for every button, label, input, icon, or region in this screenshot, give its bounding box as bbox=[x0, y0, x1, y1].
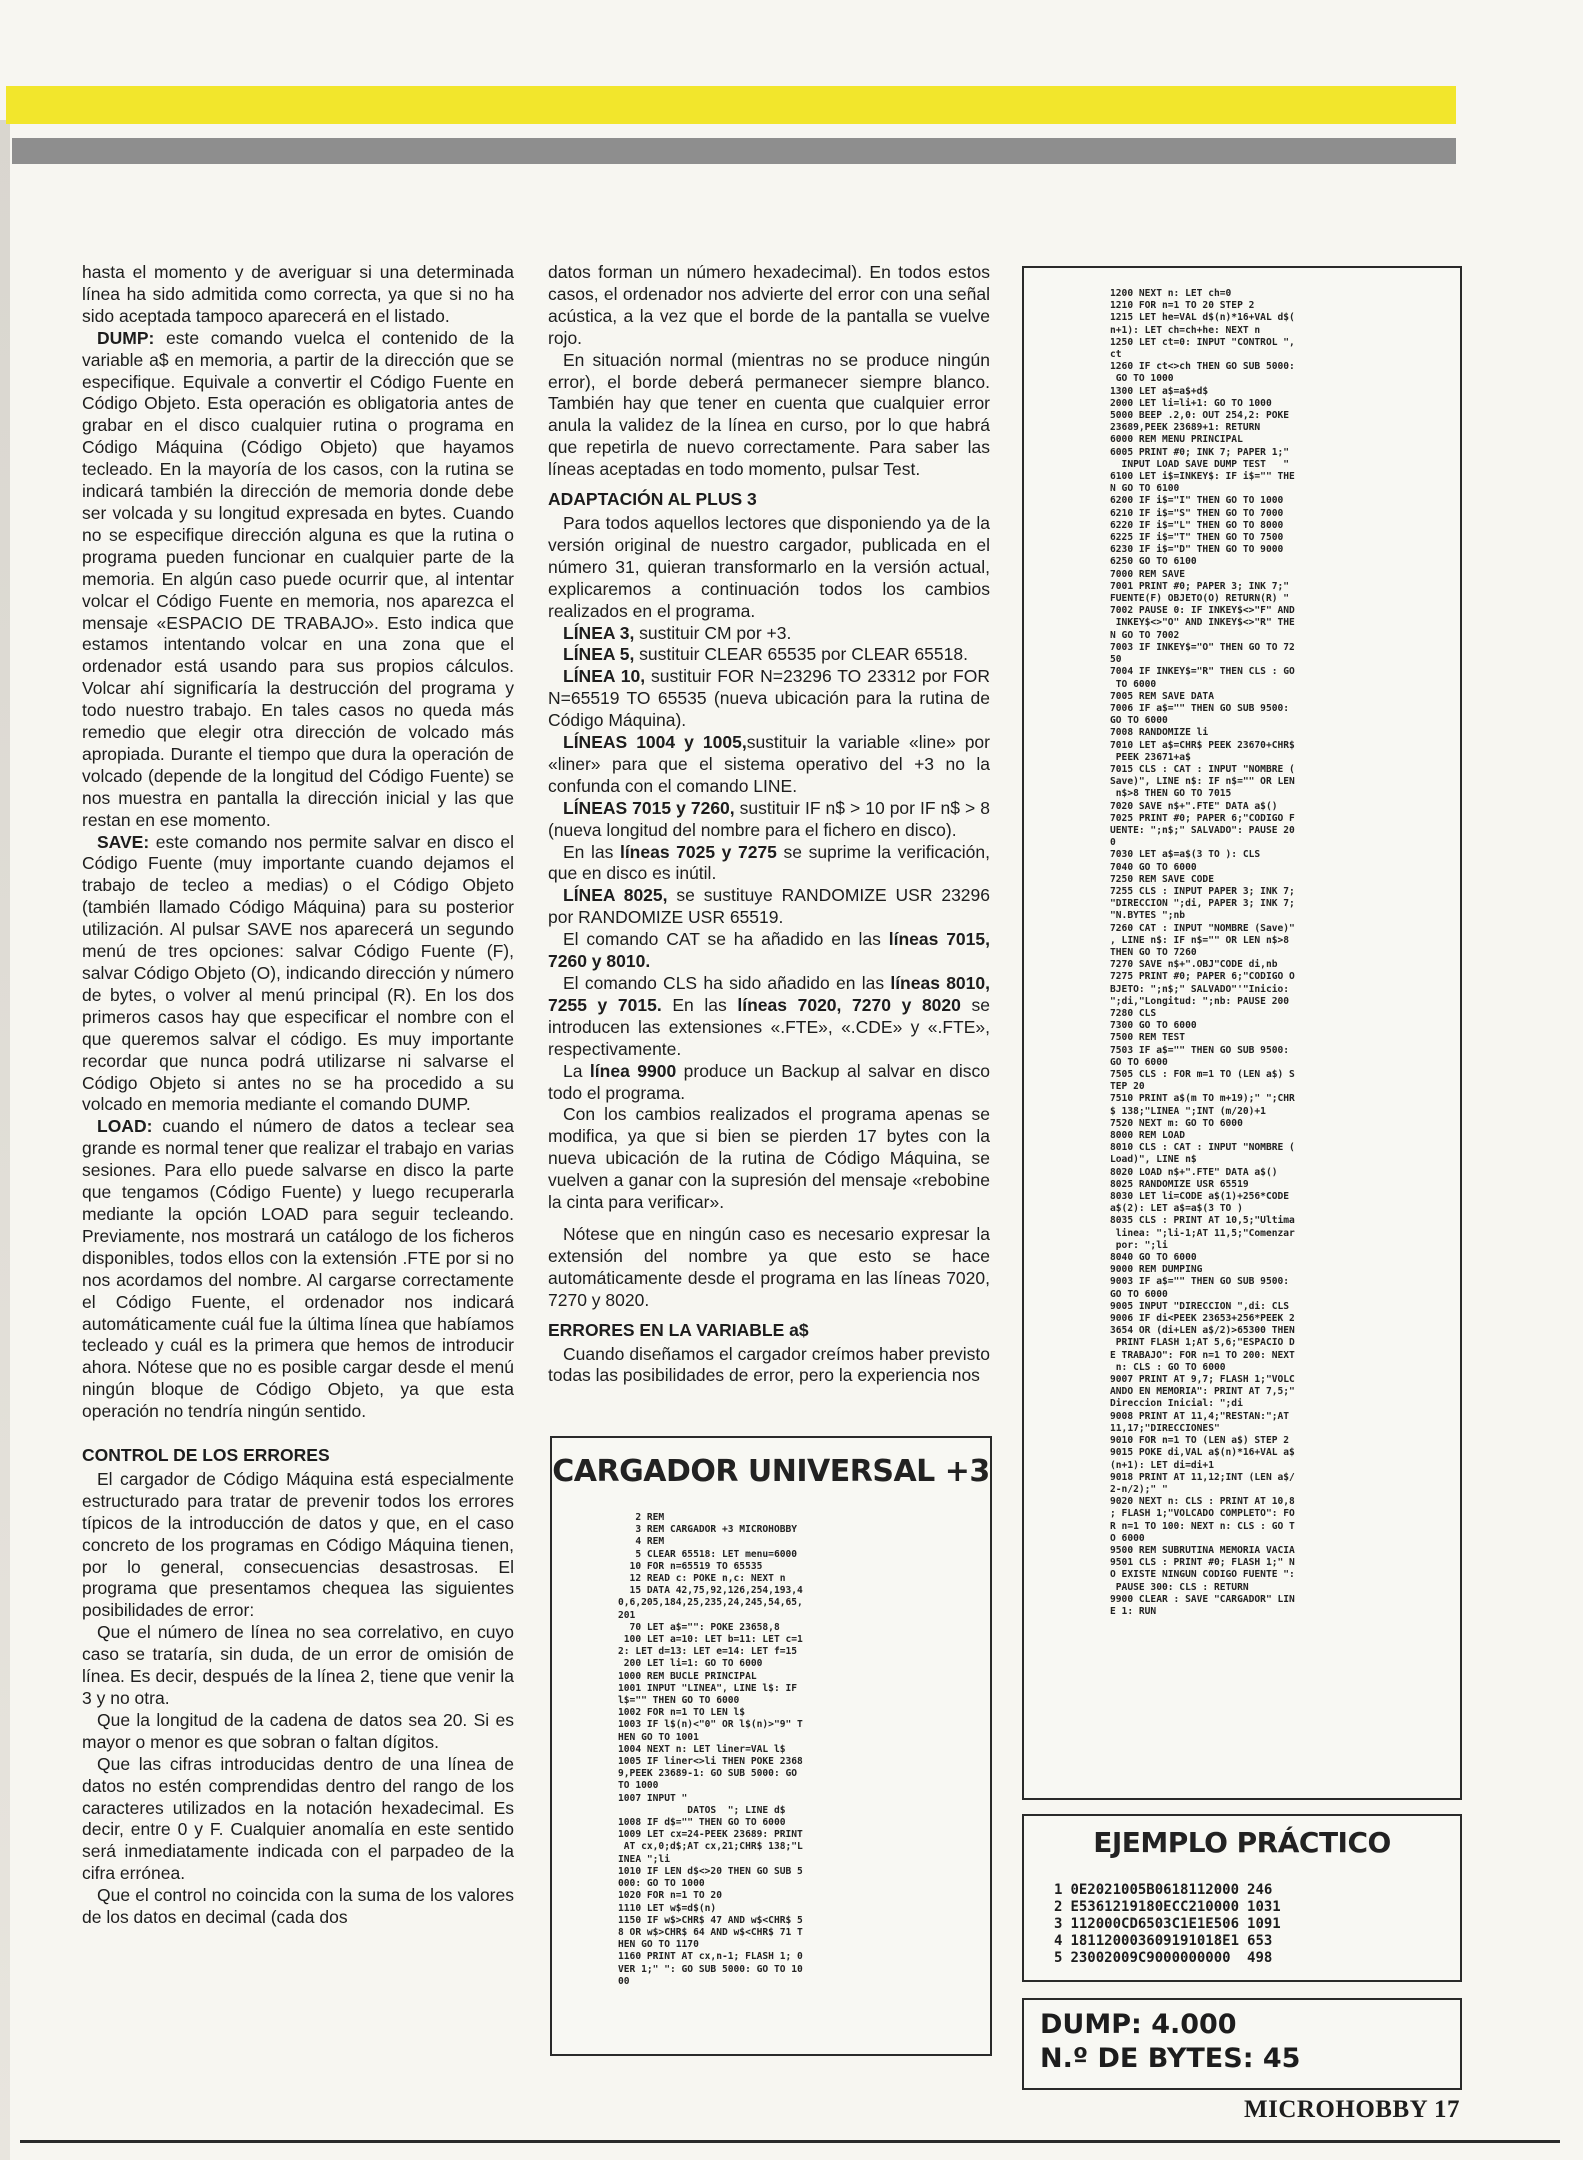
table-row bbox=[1054, 1882, 1289, 1899]
line-label: líneas 8010, 7255 y 7015. bbox=[548, 973, 990, 1015]
table-row bbox=[1054, 1899, 1289, 1916]
line-label: líneas 7015, 7260 y 8010. bbox=[548, 929, 990, 972]
paragraph-text: sustituir CLEAR 65535 por CLEAR 65518. bbox=[634, 644, 968, 665]
paragraph: Nótese que en ningún caso es necesario expresar la extensión del nombre ya que esto se hace automáticamente desde el programa en las líneas 7020, 7270 y 8020. bbox=[548, 1223, 990, 1310]
line-label: LÍNEA 3, bbox=[563, 622, 635, 643]
table-row bbox=[1054, 1916, 1289, 1933]
paragraph-text: La bbox=[563, 1060, 590, 1081]
hex-data: 112000CD6503C1E1E506 bbox=[1070, 1916, 1240, 1932]
paragraph-lineas-7025 bbox=[548, 842, 990, 886]
section-heading-control-errores: CONTROL DE LOS ERRORES bbox=[82, 1445, 330, 1466]
term-label: SAVE: bbox=[97, 831, 150, 852]
line-number: 5 bbox=[1054, 1950, 1063, 1966]
line-label: LÍNEA 10, bbox=[563, 666, 646, 687]
hex-data: 181120003609191018E1 bbox=[1070, 1933, 1240, 1949]
table-row bbox=[1054, 1933, 1289, 1950]
line-label: LÍNEA 5, bbox=[563, 644, 635, 665]
paragraph: Que el control no coincida con la suma de los valores de los datos en decimal (cada dos bbox=[82, 1885, 514, 1928]
basic-listing-main: 1200 NEXT n: LET ch=0 1210 FOR n=1 TO 20 STEP 2 1215 LET he=VAL d$(n)*16+VAL d$( n+1): LET ch=ch+he: NEXT n 1250 LET ct=0: INPUT "CONTROL ", ct 1260 IF ct<>ch THEN GO SUB 5000: GO TO 1000 1300 LET a$=a$+d$ 2000 LET li=li+1: GO TO 1000 5000 BEEP .2,0: OUT 254,2: POKE 23689,PEEK 23689+1: RETURN 6000 REM MENU PRINCIPAL 6005 PRINT #0; INK 7; PAPER 1;" INPUT LOAD SAVE DUMP TEST " 6100 LET i$=INKEY$: IF i$="" THE N GO TO 6100 6200 IF i$="I" THEN GO TO 1000 6210 IF i$="S" THEN GO TO 7000 6220 IF i$="L" THEN GO TO 8000 6225 IF i$="T" THEN GO TO 7500 6230 IF i$="D" THEN GO TO 9000 6250 GO TO 6100 7000 REM SAVE 7001 PRINT #0; PAPER 3; INK 7;" FUENTE(F) OBJETO(O) RETURN(R) " 7002 PAUSE 0: IF INKEY$<>"F" AND INKEY$<>"O" AND INKEY$<>"R" THE N GO TO 7002 7003 IF INKEY$="O" THEN GO TO 72 50 7004 IF INKEY$="R" THEN CLS : GO TO 6000 7005 REM SAVE DATA 7006 IF a$="" THEN GO SUB 9500: GO TO 6000 7008 RANDOMIZE li 7010 LET a$=CHR$ PEEK 23670+CHR$ PEEK 23671+a$ 7015 CLS : CAT : INPUT "NOMBRE ( Save)", LINE n$: IF n$="" OR LEN n$>8 THEN GO TO 7015 7020 SAVE n$+".FTE" DATA a$() 7025 PRINT #0; PAPER 6;"CODIGO F UENTE: ";n$;" SALVADO": PAUSE 20 0 7030 LET a$=a$(3 TO ): CLS 7040 GO TO 6000 7250 REM SAVE CODE 7255 CLS : INPUT PAPER 3; INK 7; "DIRECCION ";di, PAPER 3; INK 7; "N.BYTES ";nb 7260 CAT : INPUT "NOMBRE (Save)" , LINE n$: IF n$="" OR LEN n$>8 THEN GO TO 7260 7270 SAVE n$+".OBJ"CODE di,nb 7275 PRINT #0; PAPER 6;"CODIGO O BJETO: ";n$;" SALVADO"'"Inicio: ";di,"Longitud: ";nb: PAUSE 200 7280 CLS 7300 GO TO 6000 7500 REM TEST 7503 IF a$="" THEN GO SUB 9500: GO TO 6000 7505 CLS : FOR m=1 TO (LEN a$) S TEP 20 7510 PRINT a$(m TO m+19);" ";CHR $ 138;"LINEA ";INT (m/20)+1 7520 NEXT m: GO TO 6000 8000 REM LOAD 8010 CLS : CAT : INPUT "NOMBRE ( Load)", LINE n$ 8020 LOAD n$+".FTE" DATA a$() 8025 RANDOMIZE USR 65519 8030 LET li=CODE a$(1)+256*CODE a$(2): LET a$=a$(3 TO ) 8035 CLS : PRINT AT 10,5;"Ultima linea: ";li-1;AT 11,5;"Comenzar por: ";li 8040 GO TO 6000 9000 REM DUMPING 9003 IF a$="" THEN GO SUB 9500: GO TO 6000 9005 INPUT "DIRECCION ",di: CLS 9006 IF di<PEEK 23653+256*PEEK 2 3654 OR (di+LEN a$/2)>65300 THEN PRINT FLASH 1;AT 5,6;"ESPACIO D E TRABAJO": FOR n=1 TO 200: NEXT n: CLS : GO TO 6000 9007 PRINT AT 9,7; FLASH 1;"VOLC ANDO EN MEMORIA": PRINT AT 7,5;" Direccion Inicial: ";di 9008 PRINT AT 11,4;"RESTAN:";AT 11,17;"DIRECCIONES" 9010 FOR n=1 TO (LEN a$) STEP 2 9015 POKE di,VAL a$(n)*16+VAL a$ (n+1): LET di=di+1 9018 PRINT AT 11,12;INT (LEN a$/ 2-n/2);" " 9020 NEXT n: CLS : PRINT AT 10,8 ; FLASH 1;"VOLCADO COMPLETO": FO R n=1 TO 100: NEXT n: CLS : GO T O 6000 9500 REM SUBRUTINA MEMORIA VACIA 9501 CLS : PRINT #0; FLASH 1;" N O EXISTE NINGUN CODIGO FUENTE ": PAUSE 300: CLS : RETURN 9900 CLEAR : SAVE "CARGADOR" LIN E 1: RUN bbox=[1110, 288, 1295, 1617]
dump-address: DUMP: 4.000 bbox=[1040, 2009, 1237, 2040]
line-number: 2 bbox=[1054, 1899, 1063, 1915]
paragraph-linea-5 bbox=[548, 644, 990, 666]
hex-data: 23002009C9000000000 bbox=[1070, 1950, 1231, 1966]
paragraph-text: se sustituye RANDOMIZE USR 23296 por RANDOMIZE USR 65519. bbox=[548, 885, 990, 928]
paragraph-text: El comando CAT se ha añadido en las bbox=[563, 929, 889, 950]
paragraph: En situación normal (mientras no se produce ningún error), el borde deberá permanecer siempre blanco. También hay que tener en cuenta que cualquier error anula la validez de la línea en curso, por lo que habrá que repetirla de nuevo correctamente. Para saber las líneas aceptadas en todo momento, pulsar Test. bbox=[548, 349, 990, 480]
paragraph-text: este comando nos permite salvar en disco el Código Fuente (muy importante cuando dejamos el trabajo de tecleo a medias) o el Código Objeto (también llamado Código Máquina) para su posterior utilización. Al pulsar SAVE nos aparecerá un segundo menú de tres opciones: salvar Código Fuente (F), salvar Código Objeto (O), indicando dirección y número de bytes, o volver al menú principal (R). En los dos primeros casos hay que especificar el nombre con el que queremos salvar el código. Es muy importante recordar que nunca podrá utilizarse ni salvarse el Código Objeto si antes no se ha procedido a su volcado en memoria mediante el comando DUMP. bbox=[82, 831, 514, 1115]
hex-data-table bbox=[1054, 1882, 1289, 1967]
paragraph-lineas-7015 bbox=[548, 798, 990, 842]
paragraph-text: sustituir CM por +3. bbox=[634, 622, 792, 643]
paragraph-text: este comando vuelca el contenido de la variable a$ en memoria, a partir de la dirección que se especifique. Equivale a convertir el Código Fuente en Código Objeto. Esta operación es obligatoria antes de grabar en el disco cualquier rutina o programa en Código Máquina (Código Objeto) que hayamos tecleado. En la mayoría de los casos, con la rutina se indicará también la dirección de memoria donde debe ser volcada y su longitud expresada en bytes. Cuando no se especifique dirección alguna es que la rutina o programa pueden funcionar en cualquier parte de la memoria. En algún caso puede ocurrir que, al intentar volcar el Código Fuente en memoria, nos aparezca el mensaje «ESPACIO DE TRABAJO». Esto indica que estamos intentando volcar en una zona que el ordenador está usando para sus propios cálculos. Volcar ahí significaría la destrucción del programa y todo nuestro trabajo. En tales casos no queda más remedio que elegir otra dirección de volcado más apropiada. Durante el tiempo que dura la operación de volcado (depende de la longitud del Código Fuente) se nos muestra en pantalla la dirección inicial y las que restan en ese momento. bbox=[82, 327, 514, 830]
paragraph-load bbox=[82, 1116, 514, 1423]
paragraph-text: El comando CLS ha sido añadido en las bbox=[563, 973, 891, 993]
paragraph: Que la longitud de la cadena de datos sea 20. Si es mayor o menor es que sobran o faltan dígitos. bbox=[82, 1709, 514, 1752]
paragraph-text: En las bbox=[563, 841, 620, 862]
paragraph: datos forman un número hexadecimal). En todos estos casos, el ordenador nos advierte del error con una señal acústica, a la vez que el borde de la pantalla se vuelve rojo. bbox=[548, 262, 990, 348]
cargador-listing-box bbox=[550, 1436, 992, 2056]
section-heading-adaptacion-plus3: ADAPTACIÓN AL PLUS 3 bbox=[548, 489, 757, 510]
page-edge-shadow bbox=[0, 120, 10, 2160]
control-sum: 653 bbox=[1247, 1933, 1273, 1949]
paragraph-lineas-1004 bbox=[548, 732, 990, 798]
term-label: LOAD: bbox=[97, 1116, 153, 1137]
control-sum: 246 bbox=[1247, 1882, 1273, 1898]
line-label: líneas 7020, 7270 y 8020 bbox=[737, 994, 961, 1015]
hex-data: 0E2021005B0618112000 bbox=[1070, 1882, 1240, 1898]
ejemplo-title: EJEMPLO PRÁCTICO bbox=[1093, 1826, 1391, 1859]
paragraph: Para todos aquellos lectores que disponiendo ya de la versión original de nuestro cargador, publicada en el número 31, quieran transformarlo en la versión actual, explicaremos a continuación todos los cambios realizados en el programa. bbox=[548, 512, 990, 621]
paragraph-text: sustituir IF n$ > 10 por IF n$ > 8 (nueva longitud del nombre para el fichero en disco). bbox=[548, 797, 990, 840]
ejemplo-practico-box bbox=[1022, 1814, 1462, 1982]
basic-listing-cargador: 2 REM 3 REM CARGADOR +3 MICROHOBBY 4 REM 5 CLEAR 65518: LET menu=6000 10 FOR n=65519 TO 65535 12 READ c: POKE n,c: NEXT n 15 DATA 42,75,92,126,254,193,4 0,6,205,184,25,235,24,245,54,65, 201 70 LET a$="": POKE 23658,8 100 LET a=10: LET b=11: LET c=1 2: LET d=13: LET e=14: LET f=15 200 LET li=1: GO TO 6000 1000 REM BUCLE PRINCIPAL 1001 INPUT "LINEA", LINE l$: IF l$="" THEN GO TO 6000 1002 FOR n=1 TO LEN l$ 1003 IF l$(n)<"0" OR l$(n)>"9" T HEN GO TO 1001 1004 NEXT n: LET liner=VAL l$ 1005 IF liner<>li THEN POKE 2368 9,PEEK 23689-1: GO SUB 5000: GO TO 1000 1007 INPUT " DATOS "; LINE d$ 1008 IF d$="" THEN GO TO 6000 1009 LET cx=24-PEEK 23689: PRINT AT cx,0;d$;AT cx,21;CHR$ 138;"L INEA ";li 1010 IF LEN d$<>20 THEN GO SUB 5 000: GO TO 1000 1020 FOR n=1 TO 20 1110 LET w$=d$(n) 1150 IF w$>CHR$ 47 AND w$<CHR$ 5 8 OR w$>CHR$ 64 AND w$<CHR$ 71 T HEN GO TO 1170 1160 PRINT AT cx,n-1; FLASH 1; 0 VER 1;" ": GO SUB 5000: GO TO 10 00 bbox=[618, 1512, 803, 1987]
line-label: líneas 7025 y 7275 bbox=[619, 841, 777, 862]
paragraph: El cargador de Código Máquina está especialmente estructurado para tratar de prevenir todos los errores típicos de la introducción de datos y que, en el caso concreto de los programas en Código Máquina tienen, por lo general, consecuencias desastrosas. El programa que presentamos chequea las siguientes posibilidades de error: bbox=[82, 1468, 514, 1621]
article-column-2 bbox=[548, 262, 990, 1387]
paragraph: Cuando diseñamos el cargador creímos haber previsto todas las posibilidades de error, pero la experiencia nos bbox=[548, 1343, 990, 1386]
paragraph: hasta el momento y de averiguar si una determinada línea ha sido admitida como correcta, ya que si no ha sido aceptada tampoco aparecerá en el listado. bbox=[82, 262, 514, 326]
line-label: LÍNEAS 7015 y 7260, bbox=[563, 797, 735, 818]
cargador-title: CARGADOR UNIVERSAL +3 bbox=[552, 1454, 990, 1489]
paragraph-linea-10 bbox=[548, 666, 990, 732]
paragraph-linea-3 bbox=[548, 623, 990, 645]
control-sum: 1091 bbox=[1247, 1916, 1281, 1932]
byte-count: N.º DE BYTES: 45 bbox=[1040, 2043, 1301, 2074]
term-label: DUMP: bbox=[97, 327, 155, 348]
footer-rule bbox=[20, 2140, 1560, 2143]
paragraph-save bbox=[82, 832, 514, 1117]
section-heading-errores-variable: ERRORES EN LA VARIABLE a$ bbox=[548, 1319, 809, 1340]
paragraph-text: En las bbox=[661, 994, 738, 1015]
line-label: LÍNEA 8025, bbox=[563, 885, 668, 906]
paragraph-dump bbox=[82, 328, 514, 832]
table-row bbox=[1054, 1950, 1289, 1967]
paragraph-cls bbox=[548, 973, 990, 1061]
header-yellow-bar bbox=[6, 86, 1456, 124]
paragraph-linea-9900 bbox=[548, 1061, 990, 1105]
control-sum: 498 bbox=[1247, 1950, 1273, 1966]
paragraph-text: cuando el número de datos a teclear sea grande es normal tener que realizar el trabajo en varias sesiones. Para ello puede salvarse en disco la parte que tengamos (Código Fuente) y luego recuperarla mediante la opción LOAD para seguir tecleando. Previamente, nos mostrará un catálogo de los ficheros disponibles, todos ellos con la extensión .FTE por si no nos acordamos del nombre. Al cargarse correctamente el Código Fuente, el ordenador nos indicará automáticamente cuál fue la última línea que habíamos tecleado y cuál es la primera que hemos de introducir ahora. Nótese que no es posible cargar desde el menú ningún bloque de Código Objeto, ya que esta operación no tendría ningún sentido. bbox=[82, 1116, 514, 1422]
line-number: 3 bbox=[1054, 1916, 1063, 1932]
header-gray-bar bbox=[12, 138, 1456, 164]
paragraph-linea-8025 bbox=[548, 885, 990, 929]
paragraph-text: produce un Backup al salvar en disco todo el programa. bbox=[548, 1060, 991, 1103]
page-footer: MICROHOBBY 17 bbox=[1244, 2096, 1460, 2123]
line-label: LÍNEAS 1004 y 1005, bbox=[563, 732, 747, 753]
line-number: 1 bbox=[1054, 1882, 1063, 1898]
paragraph-cat bbox=[548, 929, 990, 973]
dump-info-box bbox=[1022, 1998, 1462, 2090]
paragraph: Con los cambios realizados el programa apenas se modifica, ya que si bien se pierden 17 bytes con la nueva ubicación de la rutina de Código Máquina, se vuelven a ganar con la supresión del mensaje «rebobine la cinta para verificar». bbox=[548, 1104, 990, 1213]
paragraph-text: sustituir la variable «line» por «liner» para que el sistema operativo del +3 no la confunda con el comando LINE. bbox=[548, 732, 990, 796]
line-label: línea 9900 bbox=[589, 1060, 677, 1081]
hex-data: E5361219180ECC210000 bbox=[1070, 1899, 1240, 1915]
article-column-1 bbox=[82, 262, 514, 1929]
paragraph-text: se introducen las extensiones «.FTE», «.CDE» y «.FTE», respectivamente. bbox=[548, 994, 990, 1059]
paragraph-text: sustituir FOR N=23296 TO 23312 por FOR N=65519 TO 65535 (nueva ubicación para la rutina de Código Máquina). bbox=[548, 666, 990, 731]
control-sum: 1031 bbox=[1247, 1899, 1281, 1915]
program-listing-box bbox=[1022, 266, 1462, 1800]
paragraph: Que el número de línea no sea correlativo, en cuyo caso se trataría, sin duda, de un error de omisión de línea. Es decir, después de la línea 2, tiene que venir la 3 y no otra. bbox=[82, 1622, 514, 1708]
paragraph: Que las cifras introducidas dentro de una línea de datos no estén comprendidas dentro del rango de los caracteres utilizados en la notación hexadecimal. Es decir, entre 0 y F. Cualquier anomalía en este sentido será inmediatamente indicada con el parpadeo de la cifra errónea. bbox=[82, 1753, 514, 1884]
paragraph-text: se suprime la verificación, que en disco es inútil. bbox=[548, 841, 990, 884]
line-number: 4 bbox=[1054, 1933, 1063, 1949]
